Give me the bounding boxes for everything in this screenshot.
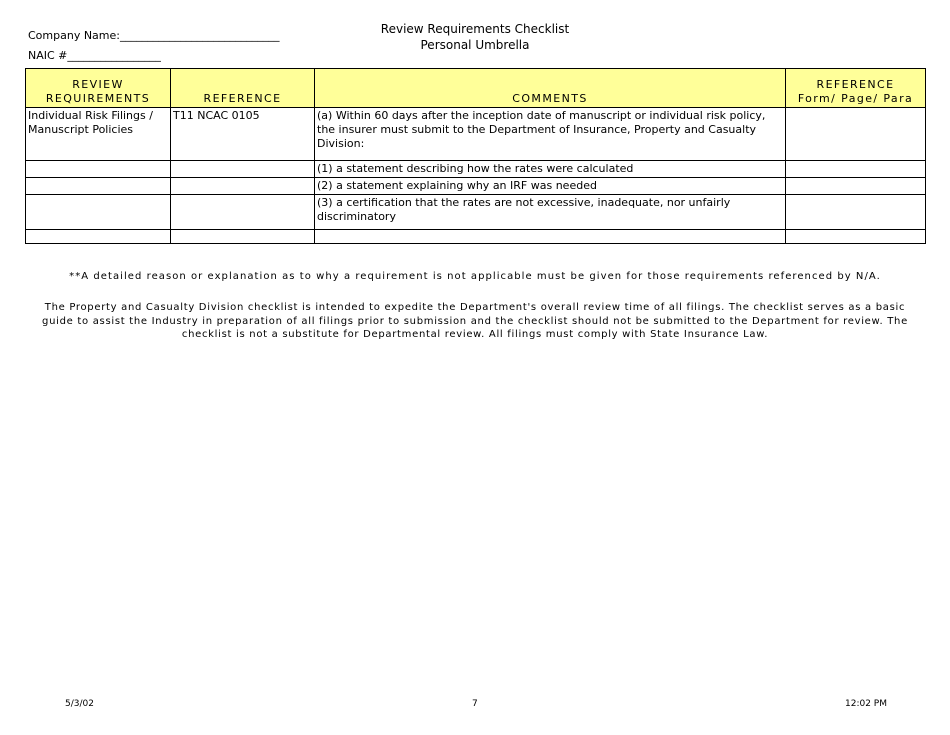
cell-reference <box>171 230 315 244</box>
cell-requirement <box>26 178 171 195</box>
footer-page-number: 7 <box>472 699 478 709</box>
cell-comment: (2) a statement explaining why an IRF was needed <box>315 178 786 195</box>
table-row <box>26 161 926 178</box>
cell-requirement <box>26 195 171 230</box>
page-title: Review Requirements Checklist <box>380 22 570 36</box>
cell-form-reference <box>786 161 926 178</box>
cell-requirement: Individual Risk Filings / Manuscript Policies <box>26 108 171 161</box>
cell-form-reference <box>786 230 926 244</box>
na-explanation-note: **A detailed reason or explanation as to why a requirement is not applicable must be given for those requirements referenced by N/A. <box>69 271 881 282</box>
cell-reference <box>171 178 315 195</box>
cell-reference <box>171 195 315 230</box>
cell-requirement <box>26 230 171 244</box>
header-review-requirements: REVIEW REQUIREMENTS <box>26 69 171 108</box>
footer-date: 5/3/02 <box>65 699 94 709</box>
page-subtitle: Personal Umbrella <box>420 38 530 52</box>
table-header-row <box>26 69 926 108</box>
naic-field: NAIC #_________________ <box>28 49 161 62</box>
header-comments: COMMENTS <box>315 69 786 108</box>
header-reference: REFERENCE <box>171 69 315 108</box>
cell-comment: (1) a statement describing how the rates were calculated <box>315 161 786 178</box>
cell-comment: (3) a certification that the rates are not excessive, inadequate, nor unfairly discriminatory <box>315 195 786 230</box>
table-row <box>26 195 926 230</box>
cell-form-reference <box>786 195 926 230</box>
checklist-disclaimer: The Property and Casualty Division checklist is intended to expedite the Department's overall review time of all filings. The checklist serves as a basic guide to assist the Industry in preparation of all filings prior to submission and the checklist should not be submitted to the Department for review. The checklist is not a substitute for Departmental review. All filings must comply with State Insurance Law. <box>42 302 908 340</box>
header-reference-form-page-para: REFERENCE Form/ Page/ Para <box>786 69 926 108</box>
table-row <box>26 108 926 161</box>
cell-requirement <box>26 161 171 178</box>
table-row <box>26 178 926 195</box>
page-title-block <box>330 21 620 53</box>
cell-reference: T11 NCAC 0105 <box>171 108 315 161</box>
cell-reference <box>171 161 315 178</box>
cell-form-reference <box>786 108 926 161</box>
cell-form-reference <box>786 178 926 195</box>
company-name-field: Company Name:_____________________________ <box>28 29 280 42</box>
cell-comment: (a) Within 60 days after the inception date of manuscript or individual risk policy, the insurer must submit to the Department of Insurance, Property and Casualty Division: <box>315 108 786 161</box>
requirements-checklist-table <box>25 68 926 244</box>
cell-comment <box>315 230 786 244</box>
footer-time: 12:02 PM <box>845 699 887 709</box>
table-row <box>26 230 926 244</box>
